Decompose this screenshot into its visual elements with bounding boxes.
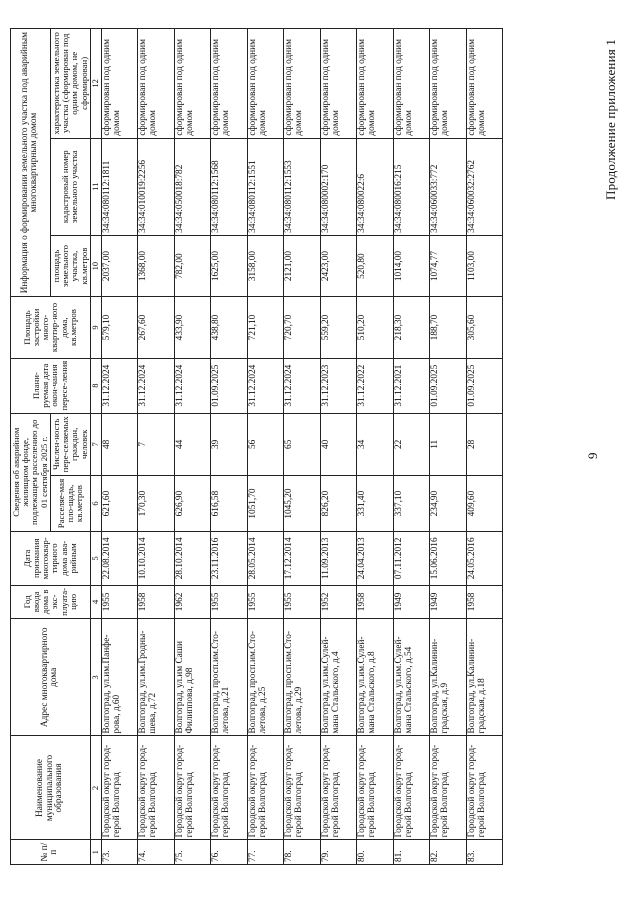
page-number: 9 [585, 452, 600, 459]
address-cell: Волгоград, ул.Калинин-градская, д.18 [466, 619, 503, 736]
relocation-table [10, 28, 503, 865]
date-recognition-cell: 10.10.2014 [138, 531, 175, 585]
table-row [393, 29, 430, 865]
built-area-cell: 267,60 [138, 297, 175, 358]
date-recognition-cell: 28.05.2014 [247, 531, 284, 585]
planned-date-cell: 31.12.2024 [174, 358, 211, 413]
table-row [174, 29, 211, 865]
column-number: 3 [90, 619, 101, 736]
date-recognition-cell: 07.11.2012 [393, 531, 430, 585]
table-row [430, 29, 467, 865]
resettled-people-cell: 48 [101, 413, 138, 476]
column-number: 7 [90, 413, 101, 476]
land-char-cell: сформирован под одним домом [211, 29, 248, 139]
municipality-cell: Городской округ город-герой Волгоград [284, 736, 321, 840]
land-area-cell: 1074,77 [430, 235, 467, 296]
table-row [357, 29, 394, 865]
column-number-row [90, 29, 101, 865]
address-cell: Волгоград, просп.им.Сто-летова, д.29 [284, 619, 321, 736]
date-recognition-cell: 23.11.2016 [211, 531, 248, 585]
cadastral-cell: 34:34:080112:1553 [284, 138, 321, 235]
date-recognition-cell: 24.05.2016 [466, 531, 503, 585]
resettled-area-cell: 1051,70 [247, 476, 284, 532]
land-area-cell: 782,00 [174, 235, 211, 296]
built-area-cell: 720,70 [284, 297, 321, 358]
planned-date-cell: 31.12.2024 [247, 358, 284, 413]
resettled-area-cell: 621,60 [101, 476, 138, 532]
resettled-area-cell: 626,90 [174, 476, 211, 532]
land-area-cell: 520,80 [357, 235, 394, 296]
municipality-cell: Городской округ город-герой Волгоград [320, 736, 357, 840]
built-area-cell: 438,80 [211, 297, 248, 358]
address-cell: Волгоград, ул.Калинин-градская, д.9 [430, 619, 467, 736]
municipality-cell: Городской округ город-герой Волгоград [393, 736, 430, 840]
planned-date-cell: 31.12.2021 [393, 358, 430, 413]
row-number: 73. [101, 840, 138, 865]
resettled-people-cell: 44 [174, 413, 211, 476]
year-built-cell: 1955 [101, 585, 138, 619]
land-area-cell: 2121,00 [284, 235, 321, 296]
date-recognition-cell: 28.10.2014 [174, 531, 211, 585]
column-number: 2 [90, 736, 101, 840]
resettled-area-cell: 1045,20 [284, 476, 321, 532]
year-built-cell: 1962 [174, 585, 211, 619]
address-cell: Волгоград, ул.им.Гродны-шева, д.72 [138, 619, 175, 736]
cadastral-cell: 34:34:010019:2256 [138, 138, 175, 235]
year-built-cell: 1949 [393, 585, 430, 619]
planned-date-cell: 31.12.2022 [357, 358, 394, 413]
address-cell: Волгоград, ул.им Саши Филиппова, д.98 [174, 619, 211, 736]
resettled-people-cell: 11 [430, 413, 467, 476]
planned-date-cell: 01.09.2025 [466, 358, 503, 413]
planned-date-cell: 01.09.2025 [211, 358, 248, 413]
resettled-people-cell: 65 [284, 413, 321, 476]
land-area-cell: 3158,00 [247, 235, 284, 296]
row-number: 81. [393, 840, 430, 865]
table-row [284, 29, 321, 865]
date-recognition-cell: 22.08.2014 [101, 531, 138, 585]
header-resettled-area: Расселяе-мая пло-щадь, кв.метров [50, 476, 90, 532]
land-area-cell: 2423,00 [320, 235, 357, 296]
built-area-cell: 559,20 [320, 297, 357, 358]
header-planned-date: Плани-руемая дата окон-чания пересе-ления [11, 358, 91, 413]
column-number: 11 [90, 138, 101, 235]
planned-date-cell: 01.09.2025 [430, 358, 467, 413]
land-area-cell: 1368,00 [138, 235, 175, 296]
land-char-cell: сформирован под одним домом [466, 29, 503, 139]
header-relocation-group: Сведения об аварийном жилищном фонде, подлежащем расселению до 01 сентября 2025 г. [11, 413, 51, 531]
column-number: 4 [90, 585, 101, 619]
header-year-built: Год ввода дома в экс-плуата-цию [11, 585, 91, 619]
header-resettled-people: Числен-ность пере-селяемых граждан, человек [50, 413, 90, 476]
header-address: Адрес многоквартирного дома [11, 619, 91, 736]
planned-date-cell: 31.12.2024 [138, 358, 175, 413]
built-area-cell: 579,10 [101, 297, 138, 358]
table-row [320, 29, 357, 865]
municipality-cell: Городской округ город-герой Волгоград [430, 736, 467, 840]
planned-date-cell: 31.12.2024 [284, 358, 321, 413]
address-cell: Волгоград, ул.им.Панфе-рова, д.60 [101, 619, 138, 736]
year-built-cell: 1958 [357, 585, 394, 619]
header-land-group: Информация о формировании земельного участка под аварийным многоквартирным домом [11, 29, 51, 297]
land-char-cell: сформирован под одним домом [138, 29, 175, 139]
header-land-char: характеристика земельного участка (сформирован под одним домом, не сформирован) [50, 29, 90, 139]
built-area-cell: 188,70 [430, 297, 467, 358]
table-body [101, 29, 503, 865]
header-built-area: Площадь застройки много-квартир-ного дома, кв.метров [11, 297, 91, 358]
municipality-cell: Городской округ город-герой Волгоград [466, 736, 503, 840]
year-built-cell: 1958 [466, 585, 503, 619]
resettled-people-cell: 40 [320, 413, 357, 476]
year-built-cell: 1958 [138, 585, 175, 619]
header-municipality: Наименование муниципального образования [11, 736, 91, 840]
row-number: 79. [320, 840, 357, 865]
land-char-cell: сформирован под одним домом [430, 29, 467, 139]
header-date-recognition: Дата признания многоквар-тирного дома ава-рийным [11, 531, 91, 585]
table-row [466, 29, 503, 865]
land-area-cell: 1103,00 [466, 235, 503, 296]
year-built-cell: 1949 [430, 585, 467, 619]
land-area-cell: 2037,00 [101, 235, 138, 296]
date-recognition-cell: 11.09.2013 [320, 531, 357, 585]
address-cell: Волгоград, просп.им.Сто-летова, д.25 [247, 619, 284, 736]
year-built-cell: 1955 [211, 585, 248, 619]
resettled-area-cell: 337,10 [393, 476, 430, 532]
resettled-people-cell: 28 [466, 413, 503, 476]
built-area-cell: 218,30 [393, 297, 430, 358]
column-number: 9 [90, 297, 101, 358]
column-number: 6 [90, 476, 101, 532]
resettled-people-cell: 39 [211, 413, 248, 476]
built-area-cell: 510,20 [357, 297, 394, 358]
row-number: 80. [357, 840, 394, 865]
row-number: 76. [211, 840, 248, 865]
resettled-area-cell: 331,40 [357, 476, 394, 532]
row-number: 78. [284, 840, 321, 865]
table-header [11, 29, 102, 865]
cadastral-cell: 34:34:080022:6 [357, 138, 394, 235]
resettled-area-cell: 170,30 [138, 476, 175, 532]
table-row [211, 29, 248, 865]
cadastral-cell: 34:34:080016:215 [393, 138, 430, 235]
row-number: 75. [174, 840, 211, 865]
address-cell: Волгоград, ул.им.Сулей-мана Стальского, д.8 [357, 619, 394, 736]
municipality-cell: Городской округ город-герой Волгоград [174, 736, 211, 840]
year-built-cell: 1955 [284, 585, 321, 619]
built-area-cell: 433,90 [174, 297, 211, 358]
resettled-area-cell: 826,20 [320, 476, 357, 532]
column-number: 5 [90, 531, 101, 585]
cadastral-cell: 34:34:080002:170 [320, 138, 357, 235]
appendix-caption: Продолжение приложения 1 [603, 38, 618, 200]
column-number: 10 [90, 235, 101, 296]
land-area-cell: 1014,00 [393, 235, 430, 296]
row-number: 83. [466, 840, 503, 865]
year-built-cell: 1952 [320, 585, 357, 619]
header-num: № п/п [11, 840, 91, 865]
resettled-people-cell: 22 [393, 413, 430, 476]
column-number: 1 [90, 840, 101, 865]
municipality-cell: Городской округ город-герой Волгоград [101, 736, 138, 840]
planned-date-cell: 31.12.2024 [101, 358, 138, 413]
resettled-area-cell: 616,58 [211, 476, 248, 532]
table-row [138, 29, 175, 865]
resettled-people-cell: 34 [357, 413, 394, 476]
land-char-cell: сформирован под одним домом [284, 29, 321, 139]
resettled-area-cell: 234,90 [430, 476, 467, 532]
date-recognition-cell: 15.06.2016 [430, 531, 467, 585]
header-cadastral: кадастровый номер земельного участка [50, 138, 90, 235]
resettled-people-cell: 56 [247, 413, 284, 476]
built-area-cell: 305,60 [466, 297, 503, 358]
land-char-cell: сформирован под одним домом [101, 29, 138, 139]
municipality-cell: Городской округ город-герой Волгоград [357, 736, 394, 840]
land-area-cell: 1625,00 [211, 235, 248, 296]
cadastral-cell: 34:34:080112:1551 [247, 138, 284, 235]
municipality-cell: Городской округ город-герой Волгоград [138, 736, 175, 840]
row-number: 77. [247, 840, 284, 865]
date-recognition-cell: 17.12.2014 [284, 531, 321, 585]
cadastral-cell: 34:34:060033:772 [430, 138, 467, 235]
cadastral-cell: 34:34:050018:782 [174, 138, 211, 235]
year-built-cell: 1955 [247, 585, 284, 619]
municipality-cell: Городской округ город-герой Волгоград [211, 736, 248, 840]
land-char-cell: сформирован под одним домом [320, 29, 357, 139]
land-char-cell: сформирован под одним домом [174, 29, 211, 139]
row-number: 74. [138, 840, 175, 865]
table-row [101, 29, 138, 865]
header-land-area: площадь земельного участка, кв.метров [50, 235, 90, 296]
cadastral-cell: 34:34:080112:1568 [211, 138, 248, 235]
date-recognition-cell: 24.04.2013 [357, 531, 394, 585]
column-number: 12 [90, 29, 101, 139]
address-cell: Волгоград, ул.им.Сулей-мана Стальского, д.4 [320, 619, 357, 736]
column-number: 8 [90, 358, 101, 413]
address-cell: Волгоград, ул.им.Сулей-мана Стальского, д.54 [393, 619, 430, 736]
land-char-cell: сформирован под одним домом [357, 29, 394, 139]
cadastral-cell: 34:34:080112:1811 [101, 138, 138, 235]
municipality-cell: Городской округ город-герой Волгоград [247, 736, 284, 840]
resettled-people-cell: 7 [138, 413, 175, 476]
cadastral-cell: 34:34:060032:2762 [466, 138, 503, 235]
planned-date-cell: 31.12.2023 [320, 358, 357, 413]
resettled-area-cell: 409,60 [466, 476, 503, 532]
land-char-cell: сформирован под одним домом [247, 29, 284, 139]
address-cell: Волгоград, просп.им.Сто-летова, д.21 [211, 619, 248, 736]
table-row [247, 29, 284, 865]
row-number: 82. [430, 840, 467, 865]
built-area-cell: 721,10 [247, 297, 284, 358]
land-char-cell: сформирован под одним домом [393, 29, 430, 139]
